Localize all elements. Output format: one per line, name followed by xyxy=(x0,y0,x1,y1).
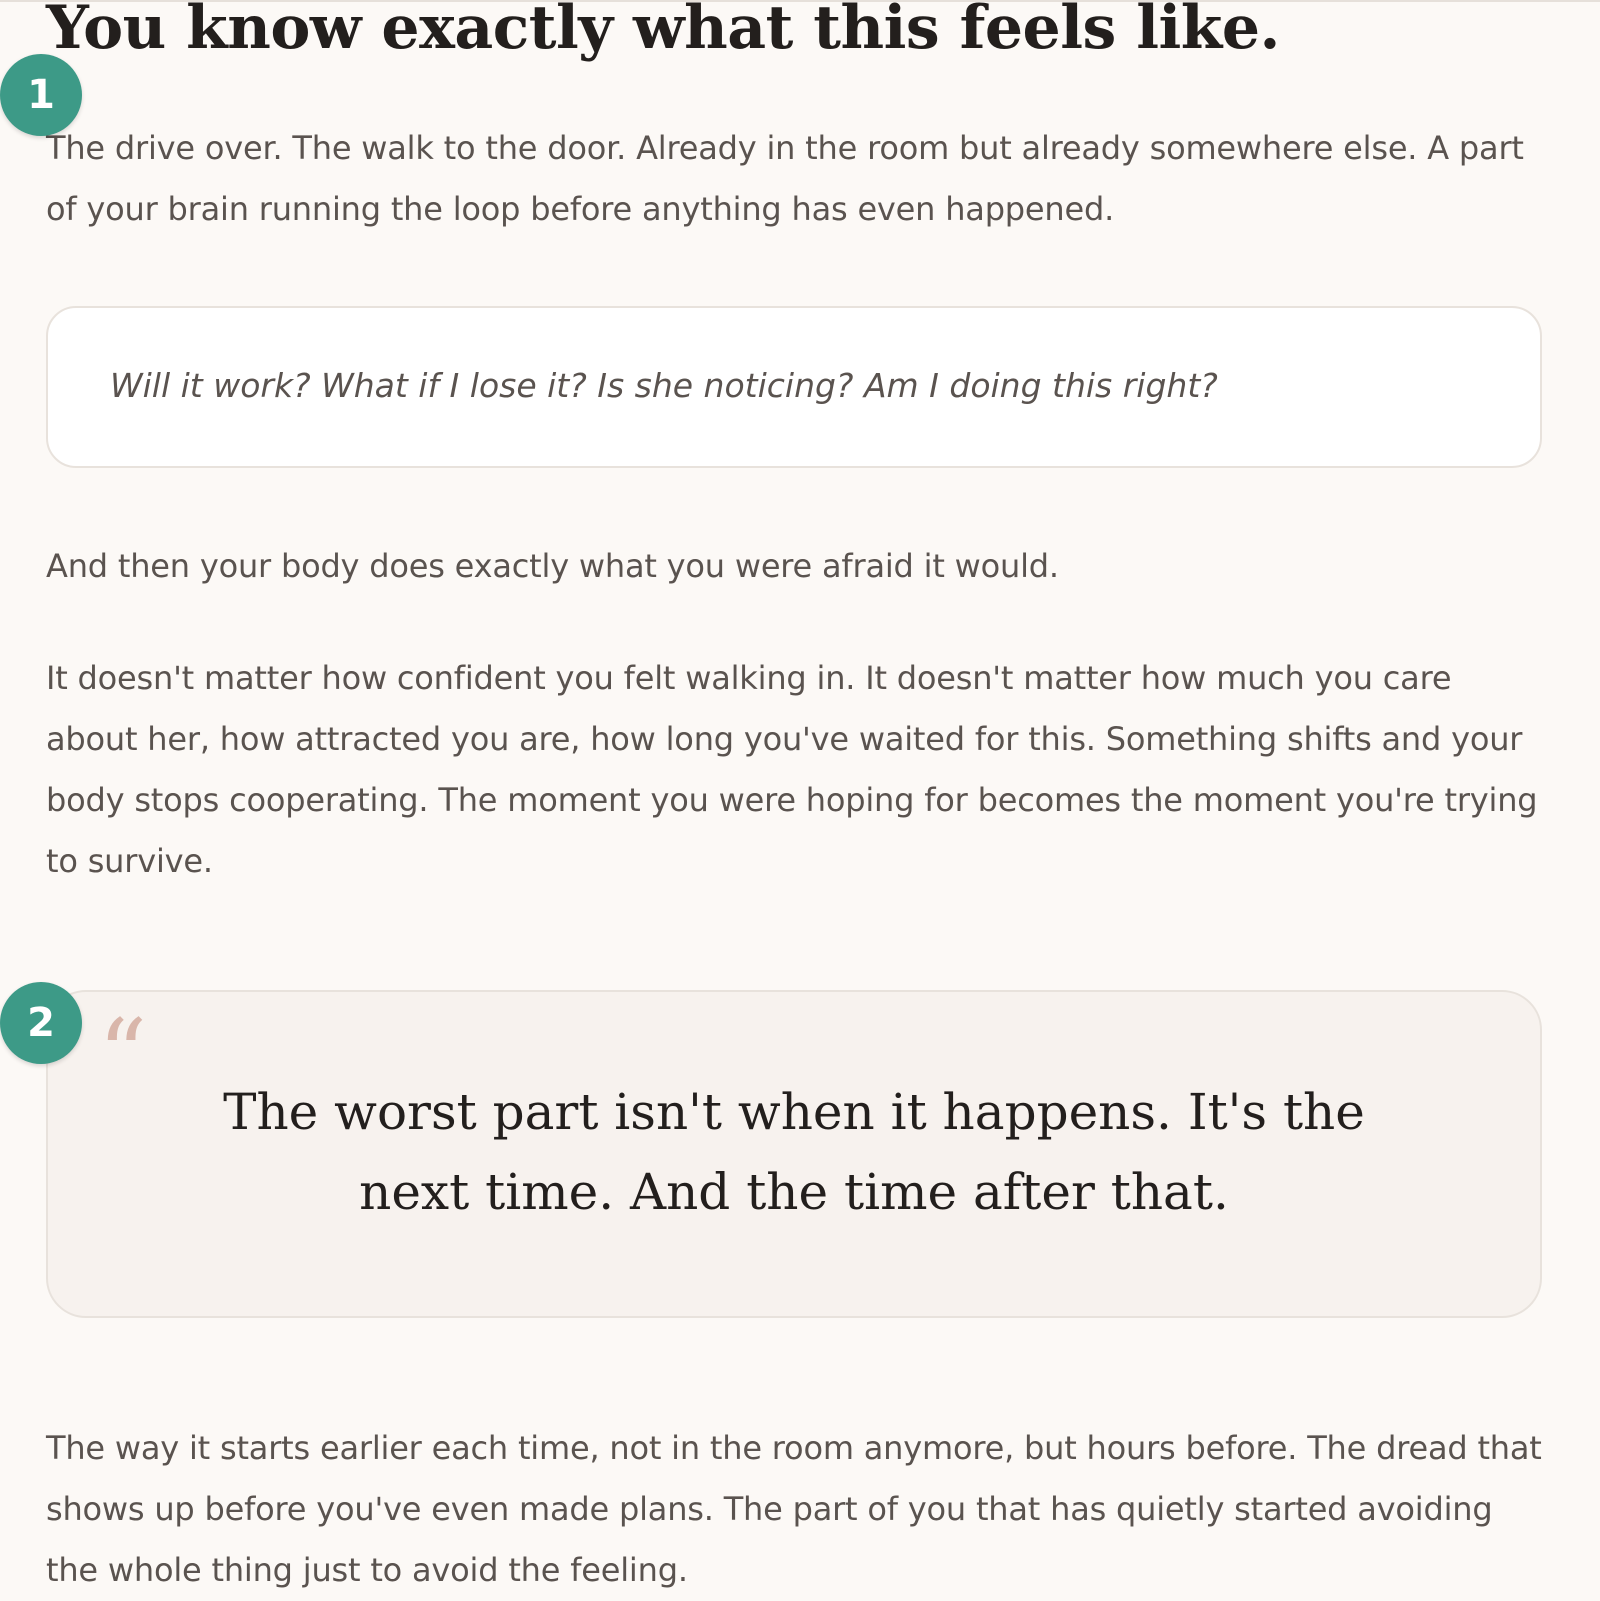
afraid-paragraph: And then your body does exactly what you were afraid it would. xyxy=(46,547,1059,585)
quote-mark-icon: “ xyxy=(98,999,148,1111)
step-marker-1: 1 xyxy=(0,54,82,136)
earlier-paragraph: The way it starts earlier each time, not in the room anymore, but hours before. The dread that shows up before you've even made plans. The part of you that has quietly started avoiding the whole thing just to avoid the feeling. xyxy=(46,1429,1542,1589)
intro-paragraph: The drive over. The walk to the door. Already in the room but already somewhere else. A part of your brain running the loop before anything has even happened. xyxy=(46,129,1524,228)
inner-thoughts-text: Will it work? What if I lose it? Is she noticing? Am I doing this right? xyxy=(110,366,1218,405)
doesnt-matter-paragraph: It doesn't matter how confident you felt walking in. It doesn't matter how much you care about her, how attracted you are, how long you've waited for this. Something shifts and your body stops cooperating. The moment you were hoping for becomes the moment you're trying to survive. xyxy=(46,659,1538,880)
pull-quote-card xyxy=(46,990,1542,1318)
step-marker-2: 2 xyxy=(0,982,82,1064)
inner-thoughts-box xyxy=(46,306,1542,468)
pull-quote-text: The worst part isn't when it happens. It's the next time. And the time after that. xyxy=(223,1083,1365,1221)
section-headline: You know exactly what this feels like. xyxy=(46,0,1280,63)
